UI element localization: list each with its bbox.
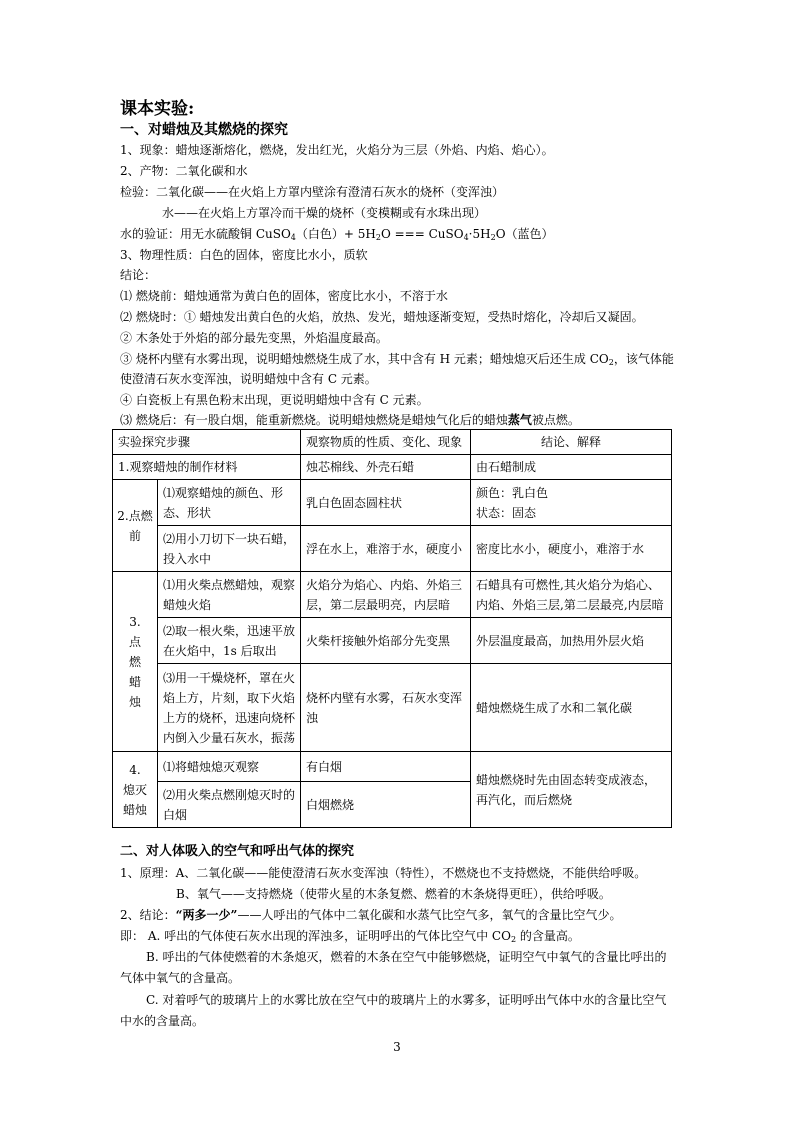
page-title: 课本实验:: [120, 99, 195, 119]
step-cell: ⑵取一根火柴，迅速平放在火焰中，1s 后取出: [158, 618, 301, 664]
s1-line-5: 水的验证：用无水硫酸铜 CuSO$_4$（白色）+ $5H_2O$ === $CuSO_4\cdot 5H_2O$（蓝色）: [120, 227, 554, 242]
s1-line-8: ⑴ 燃烧前：蜡烛通常为黄白色的固体，密度比水小，不溶于水: [120, 289, 448, 303]
s1-line-12: 使澄清石灰水变浑浊，说明蜡烛中含有 C 元素。: [120, 372, 377, 386]
page-number: 3: [393, 1040, 401, 1054]
observation-cell: 乳白色固态圆柱状: [301, 480, 471, 526]
conclusion-cell: 密度比水小，硬度小，难溶于水: [471, 526, 672, 572]
s2-line-2: B、氧气——支持燃烧（使带火星的木条复燃、燃着的木条烧得更旺），供给呼吸。: [176, 887, 611, 901]
s1-line-7: 结论：: [120, 268, 157, 282]
s2-line-4: 即： A. 呼出的气体使石灰水出现的浑浊多，证明呼出的气体比空气中 $CO_2$ 的含量高。: [120, 929, 580, 944]
observation-cell: 烧杯内壁有水雾，石灰水变浑浊: [301, 664, 471, 752]
step-cell: ⑴观察蜡烛的颜色、形态、形状: [158, 480, 301, 526]
s2-line-6: 气体中氧气的含量高。: [120, 971, 241, 985]
observation-cell: 烛芯棉线、外壳石蜡: [301, 455, 471, 480]
s1-line-3: 检验：二氧化碳——在火焰上方罩内壁涂有澄清石灰水的烧杯（变浑浊）: [120, 185, 505, 199]
s2-line-8: 中水的含量高。: [120, 1014, 205, 1028]
section-2-heading: 二、对人体吸入的空气和呼出气体的探究: [120, 844, 355, 859]
group-cell-before-lighting: 2.点燃前: [113, 480, 158, 572]
conclusion-cell: 颜色：乳白色 状态：固态: [471, 480, 672, 526]
observation-cell: 火柴杆接触外焰部分先变黑: [301, 618, 471, 664]
group-cell-lighting: 3. 点 燃 蜡 烛: [113, 572, 158, 752]
s1-line-4: 水——在火焰上方罩冷而干燥的烧杯（变模糊或有水珠出现）: [162, 206, 487, 220]
header-observation: 观察物质的性质、变化、现象: [301, 430, 471, 455]
s2-line-1: 1、原理：A、二氧化碳——能使澄清石灰水变浑浊（特性），不燃烧也不支持燃烧，不能供给呼吸。: [120, 866, 647, 880]
conclusion-cell: 石蜡具有可燃性,其火焰分为焰心、内焰、外焰三层,第二层最亮,内层暗: [471, 572, 672, 618]
s1-line-6: 3、物理性质：白色的固体，密度比水小，质软: [120, 248, 368, 262]
observation-cell: 火焰分为焰心、内焰、外焰三层，第二层最明亮，内层暗: [301, 572, 471, 618]
s1-line-2: 2、产物：二氧化碳和水: [120, 164, 248, 178]
experiment-table: [112, 429, 672, 828]
section-1-heading: 一、对蜡烛及其燃烧的探究: [120, 122, 288, 138]
s1-line-13: ④ 白瓷板上有黑色粉末出现，更说明蜡烛中含有 C 元素。: [120, 393, 429, 407]
s2-line-3: 2、结论：“两多一少”——人呼出的气体中二氧化碳和水蒸气比空气多，氧气的含量比空气少。: [120, 908, 622, 922]
s1-line-1: 1、现象：蜡烛逐渐熔化，燃烧，发出红光，火焰分为三层（外焰、内焰、焰心）。: [120, 143, 554, 157]
table-row: [113, 752, 672, 782]
step-cell: ⑵用小刀切下一块石蜡，投入水中: [158, 526, 301, 572]
s2-line-7: C. 对着呼气的玻璃片上的水雾比放在空气中的玻璃片上的水雾多，证明呼出气体中水的含量比空气: [146, 993, 667, 1007]
observation-cell: 浮在水上，难溶于水，硬度小: [301, 526, 471, 572]
step-cell: 1.观察蜡烛的制作材料: [113, 455, 301, 480]
header-step: 实验探究步骤: [113, 430, 301, 455]
observation-cell: 白烟燃烧: [301, 782, 471, 828]
step-cell: ⑵用火柴点燃刚熄灭时的白烟: [158, 782, 301, 828]
table-row: [113, 480, 672, 526]
observation-cell: 有白烟: [301, 752, 471, 782]
conclusion-cell: 蜡烛燃烧生成了水和二氧化碳: [471, 664, 672, 752]
conclusion-cell: 外层温度最高，加热用外层火焰: [471, 618, 672, 664]
s1-line-10: ② 木条处于外焰的部分最先变黑，外焰温度最高。: [120, 331, 388, 345]
s1-line-9: ⑵ 燃烧时：① 蜡烛发出黄白色的火焰，放热、发光，蜡烛逐渐变短，受热时熔化，冷却后又凝固。: [120, 310, 644, 324]
table-row: [113, 526, 672, 572]
conclusion-cell: 由石蜡制成: [471, 455, 672, 480]
group-cell-extinguish: 4. 熄灭 蜡烛: [113, 752, 158, 828]
table-row: [113, 455, 672, 480]
s1-line-14: ⑶ 燃烧后：有一股白烟，能重新燃烧。说明蜡烛燃烧是蜡烛气化后的蜡烛蒸气被点燃。: [120, 413, 580, 427]
step-cell: ⑴将蜡烛熄灭观察: [158, 752, 301, 782]
s1-line-11: ③ 烧杯内壁有水雾出现，说明蜡烛燃烧生成了水，其中含有 H 元素；蜡烛熄灭后还生成 $CO_2$，该气体能: [120, 352, 674, 367]
conclusion-cell: 蜡烛燃烧时先由固态转变成液态，再汽化，而后燃烧: [471, 752, 672, 828]
header-conclusion: 结论、解释: [471, 430, 672, 455]
s2-line-5: B. 呼出的气体使燃着的木条熄灭，燃着的木条在空气中能够燃烧，证明空气中氧气的含量比呼出的: [146, 950, 667, 964]
table-row: [113, 572, 672, 618]
step-cell: ⑴用火柴点燃蜡烛，观察蜡烛火焰: [158, 572, 301, 618]
step-cell: ⑶用一干燥烧杯，罩在火焰上方，片刻，取下火焰上方的烧杯，迅速向烧杯内倒入少量石灰水，振荡: [158, 664, 301, 752]
table-row: [113, 618, 672, 664]
table-header-row: [113, 430, 672, 455]
table-row: [113, 664, 672, 752]
